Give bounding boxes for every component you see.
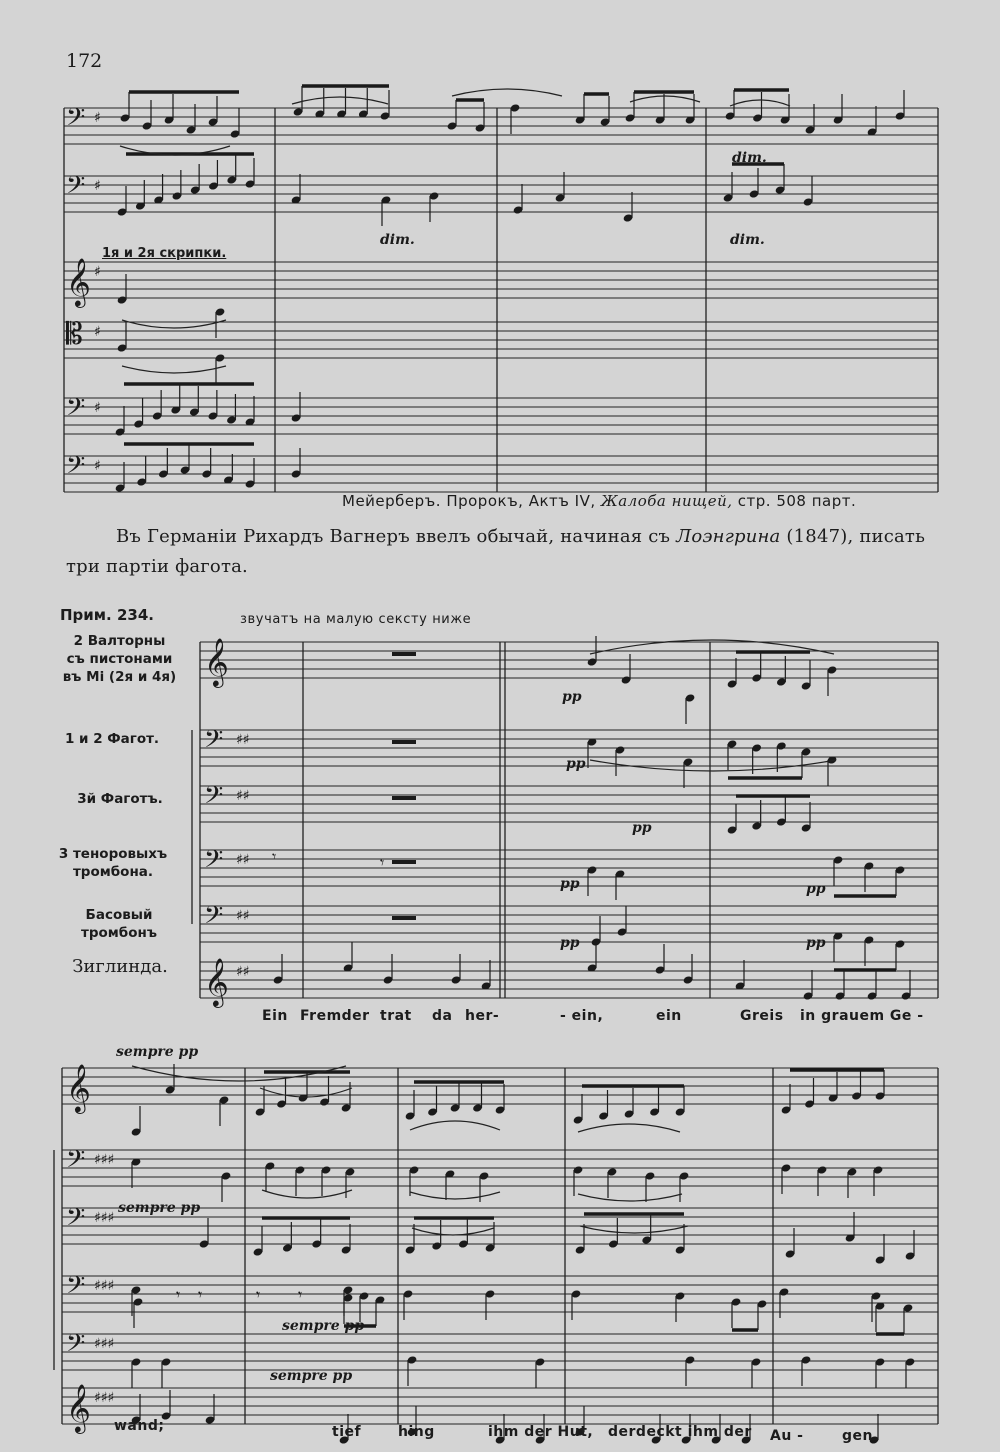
lyric-syllable: in grauem Ge - (800, 1008, 924, 1024)
key-signature: ♯♯♯ (94, 1210, 115, 1226)
staff (200, 642, 938, 678)
key-signature: ♯♯♯ (94, 1336, 115, 1352)
caption-scene: Жалоба нищей, (600, 492, 733, 510)
dynamic-mark: sempre pp (116, 1044, 199, 1060)
lyric-syllable: tief (332, 1424, 362, 1440)
rest: 𝄾 (272, 847, 277, 866)
slur (412, 1228, 494, 1235)
instrument-bassoon-3: 3й Фаготъ. (77, 791, 163, 807)
whole-rest (392, 860, 416, 864)
bass-clef: 𝄢 (66, 1203, 86, 1238)
transpose-note: звучатъ на малую сексту ниже (240, 612, 472, 627)
lyric-syllable: da (432, 1008, 453, 1024)
bass-clef: 𝄢 (66, 1145, 86, 1180)
caption-work: Пророкъ, (446, 492, 524, 510)
dynamic-mark: pp (562, 689, 582, 705)
whole-rest (392, 916, 416, 920)
key-signature: ♯♯ (236, 788, 250, 804)
dynamic-mark: dim. (380, 232, 415, 248)
bass-clef: 𝄢 (204, 781, 224, 816)
dynamic-mark: dim. (732, 150, 767, 166)
slur (292, 97, 388, 104)
key-signature: ♯ (94, 458, 101, 474)
staff (62, 1334, 938, 1370)
bass-clef: 𝄢 (204, 725, 224, 760)
staff (62, 1150, 938, 1186)
key-signature: ♯ (94, 400, 101, 416)
staff (64, 176, 938, 212)
dynamic-mark: pp (632, 820, 652, 836)
treble-clef: 𝄞 (204, 957, 229, 1006)
lyric-syllable: Au - (770, 1428, 804, 1444)
lyric-syllable: derdeckt ihm der (608, 1424, 752, 1440)
system-3 (54, 1044, 938, 1445)
system-2 (192, 636, 938, 1008)
bass-clef: 𝄢 (66, 1329, 86, 1364)
slur (410, 1121, 500, 1130)
lyric-syllable: her- (465, 1008, 500, 1024)
dynamic-mark: sempre pp (282, 1318, 365, 1334)
slur (122, 366, 226, 373)
staff (62, 1068, 938, 1104)
key-signature: ♯♯ (236, 852, 250, 868)
key-signature: ♯ (94, 178, 101, 194)
slur (580, 1226, 688, 1233)
lyric-syllable: ein (656, 1008, 682, 1024)
whole-rest (392, 652, 416, 656)
instrument-tenor-trombones: 3 теноровыхъ тромбона. (58, 846, 168, 880)
bass-clef: 𝄢 (204, 901, 224, 936)
slur (578, 1194, 682, 1201)
lyric-syllable: Ein (262, 1008, 288, 1024)
staff (64, 398, 938, 434)
dynamic-mark: sempre pp (270, 1368, 353, 1384)
instrument-bassoons-1-2: 1 и 2 Фагот. (64, 731, 160, 747)
dynamic-mark: pp (566, 756, 586, 772)
staff (200, 962, 938, 998)
paragraph-work-title: Лоэнгрина (676, 526, 781, 547)
instrument-horns: 2 Валторны съ пистонами въ Mi (2я и 4я) (62, 633, 177, 685)
slur (410, 1192, 500, 1199)
paragraph-text-before: Въ Германіи Рихардъ Вагнеръ ввелъ обычай, начиная съ (116, 526, 677, 547)
violin-section-label: 1я и 2я скрипки. (102, 246, 227, 261)
lyric-syllable: gen (842, 1428, 873, 1444)
key-signature: ♯ (94, 110, 101, 126)
lyric-syllable: ihm der Hut, (488, 1424, 594, 1440)
lyric-syllable: Greis (740, 1008, 784, 1024)
paragraph-text-after: (1847), писать три партіи фагота. (66, 526, 926, 577)
staff (62, 1388, 938, 1424)
slur (730, 100, 790, 106)
rest: 𝄾 (256, 1285, 261, 1304)
staff (200, 786, 938, 822)
key-signature: ♯ (94, 324, 101, 340)
staff (64, 456, 938, 492)
bass-clef: 𝄢 (204, 845, 224, 880)
treble-clef: 𝄞 (66, 1063, 91, 1112)
whole-rest (392, 740, 416, 744)
staff (64, 322, 938, 358)
dynamic-mark: sempre pp (118, 1200, 201, 1216)
rest: 𝄾 (380, 853, 385, 872)
key-signature: ♯♯♯ (94, 1152, 115, 1168)
key-signature: ♯♯♯ (94, 1278, 115, 1294)
body-paragraph (66, 522, 946, 582)
page-number: 172 (66, 50, 103, 72)
lyric-syllable: - ein, (560, 1008, 604, 1024)
slur (122, 320, 226, 328)
lyric-syllable: trat (380, 1008, 412, 1024)
bass-clef: 𝄢 (66, 1271, 86, 1306)
slur (578, 1124, 680, 1132)
staff (64, 262, 938, 298)
rest: 𝄾 (198, 1285, 203, 1304)
rest: 𝄾 (176, 1285, 181, 1304)
alto-clef: 𝄡 (66, 317, 83, 352)
instrument-bass-trombone: Басовый тромбонъ (81, 907, 157, 941)
example-number: Прим. 234. (60, 606, 154, 624)
instrument-sieglinde: Зиглинда. (72, 956, 168, 977)
key-signature: ♯♯ (236, 908, 250, 924)
caption-composer: Мейерберъ. (342, 492, 442, 510)
dynamic-mark: pp (560, 876, 580, 892)
slur (630, 96, 700, 102)
key-signature: ♯♯♯ (94, 1390, 115, 1406)
example-caption (342, 492, 856, 510)
system-1 (64, 86, 938, 493)
treble-clef: 𝄞 (204, 637, 229, 686)
lyric-syllable: wand; (114, 1418, 165, 1434)
lyric-syllable: Fremder (300, 1008, 370, 1024)
slur (262, 1190, 352, 1198)
lyric-syllable: hing (398, 1424, 435, 1440)
treble-clef: 𝄞 (66, 1383, 91, 1432)
bass-clef: 𝄢 (66, 103, 86, 138)
key-signature: ♯♯ (236, 964, 250, 980)
key-signature: ♯♯ (236, 732, 250, 748)
key-signature: ♯ (94, 264, 101, 280)
dynamic-mark: pp (806, 935, 826, 951)
staff (62, 1276, 938, 1312)
bass-clef: 𝄢 (66, 451, 86, 486)
caption-page-ref: стр. 508 парт. (737, 492, 857, 510)
dynamic-mark: pp (560, 935, 580, 951)
slur (452, 89, 562, 96)
bass-clef: 𝄢 (66, 393, 86, 428)
treble-clef: 𝄞 (66, 257, 91, 306)
dynamic-mark: dim. (730, 232, 765, 248)
caption-act: Актъ IV, (528, 492, 596, 510)
whole-rest (392, 796, 416, 800)
bass-clef: 𝄢 (66, 171, 86, 206)
dynamic-mark: pp (806, 881, 826, 897)
rest: 𝄾 (298, 1285, 303, 1304)
